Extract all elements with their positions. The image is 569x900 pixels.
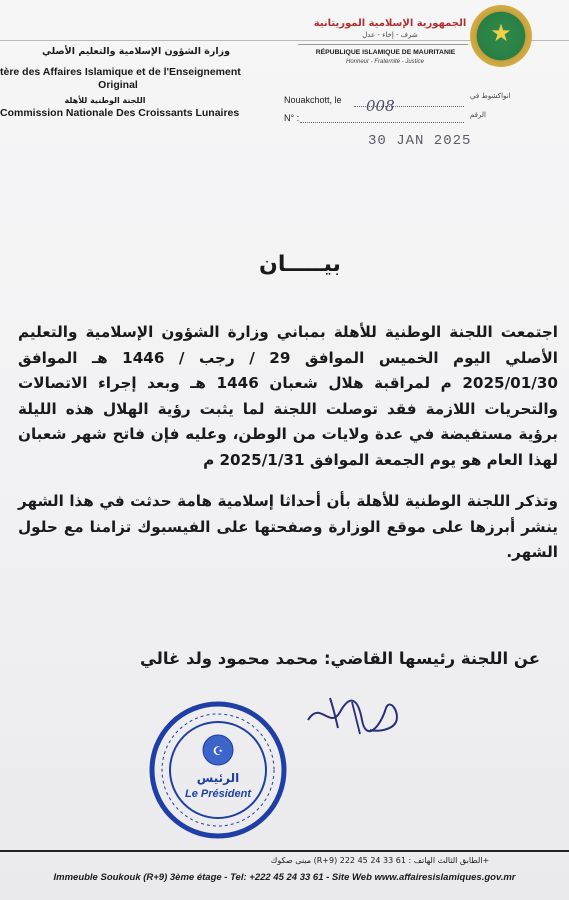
reference-label: N° : — [284, 113, 300, 123]
reference-number: 008 — [366, 97, 395, 115]
commission-name-fr: Commission Nationale Des Croissants Lunaires — [0, 107, 240, 119]
footer-divider — [0, 850, 569, 852]
ministry-name-fr: tère des Affaires Islamique et de l'Enseignement — [0, 66, 241, 78]
original-mark: Original — [98, 79, 138, 91]
statement-body — [18, 320, 558, 566]
republic-motto-fr: Honneur - Fraternité - Justice — [345, 59, 425, 65]
city-date-label: Nouakchott, le — [284, 95, 342, 105]
republic-divider — [298, 44, 468, 45]
stamp-title-ar: الرئيس — [196, 771, 240, 785]
reference-label-ar: الرقم — [470, 111, 486, 119]
commission-name-ar: اللجنة الوطنية للأهلة — [64, 96, 146, 105]
statement-paragraph-2: وتذكر اللجنة الوطنية للأهلة بأن أحداثا إسلامية هامة حدثت في هذا الشهر ينشر أبرزها على موقع الوزارة وصفحتها على الفيسبوك تزامنا مع حلول الشهر. — [18, 492, 558, 561]
statement-title: بيـــــان — [259, 252, 341, 277]
svg-text:☪: ☪ — [212, 744, 224, 758]
president-stamp — [148, 700, 288, 840]
republic-name-ar: الجمهورية الإسلامية الموريتانية — [313, 18, 467, 29]
footer-address-fr: Immeuble Soukouk (R+9) 3ème étage - Tel: +222 45 24 33 61 - Site Web www.affairesislamiques.gov.mr — [53, 872, 516, 883]
reference-dotted-line — [300, 122, 464, 123]
seal-star-icon: ★ — [490, 19, 512, 47]
received-date-stamp: 30 JAN 2025 — [368, 133, 472, 149]
ministry-name-ar: وزارة الشؤون الإسلامية والتعليم الأصلي — [42, 46, 230, 57]
republic-motto-ar: شرف - إخاء - عدل — [362, 31, 418, 39]
footer-address-ar: مبنى صكوك (R+9) الطابق الثالث الهاتف : 61 33 24 45 222+ — [270, 856, 490, 865]
handwritten-signature — [300, 690, 410, 740]
stamp-title-fr: Le Président — [184, 788, 252, 800]
republic-name-fr: RÉPUBLIQUE ISLAMIQUE DE MAURITANIE — [315, 49, 456, 56]
city-date-label-ar: انواكشوط في — [470, 92, 511, 100]
statement-paragraph-1: اجتمعت اللجنة الوطنية للأهلة بمباني وزارة الشؤون الإسلامية والتعليم الأصلي اليوم الخميس الموافق 29 / رجب / 1446 هـ الموافق 2025/01/30 م لمراقبة هلال شعبان 1446 هـ وبعد إجراء الاتصالات والتحريات اللازمة فقد توصلت اللجنة لما يثبت رؤية الهلال هذه الليلة برؤية مستفيضة في عدة ولايات من الوطن، وعليه فإن فاتح شهر شعبان لهذا العام هو يوم الجمعة الموافق 2025/1/31 م — [18, 323, 559, 469]
signatory-line: عن اللجنة رئيسها القاضي: محمد محمود ولد غالي — [139, 649, 540, 668]
